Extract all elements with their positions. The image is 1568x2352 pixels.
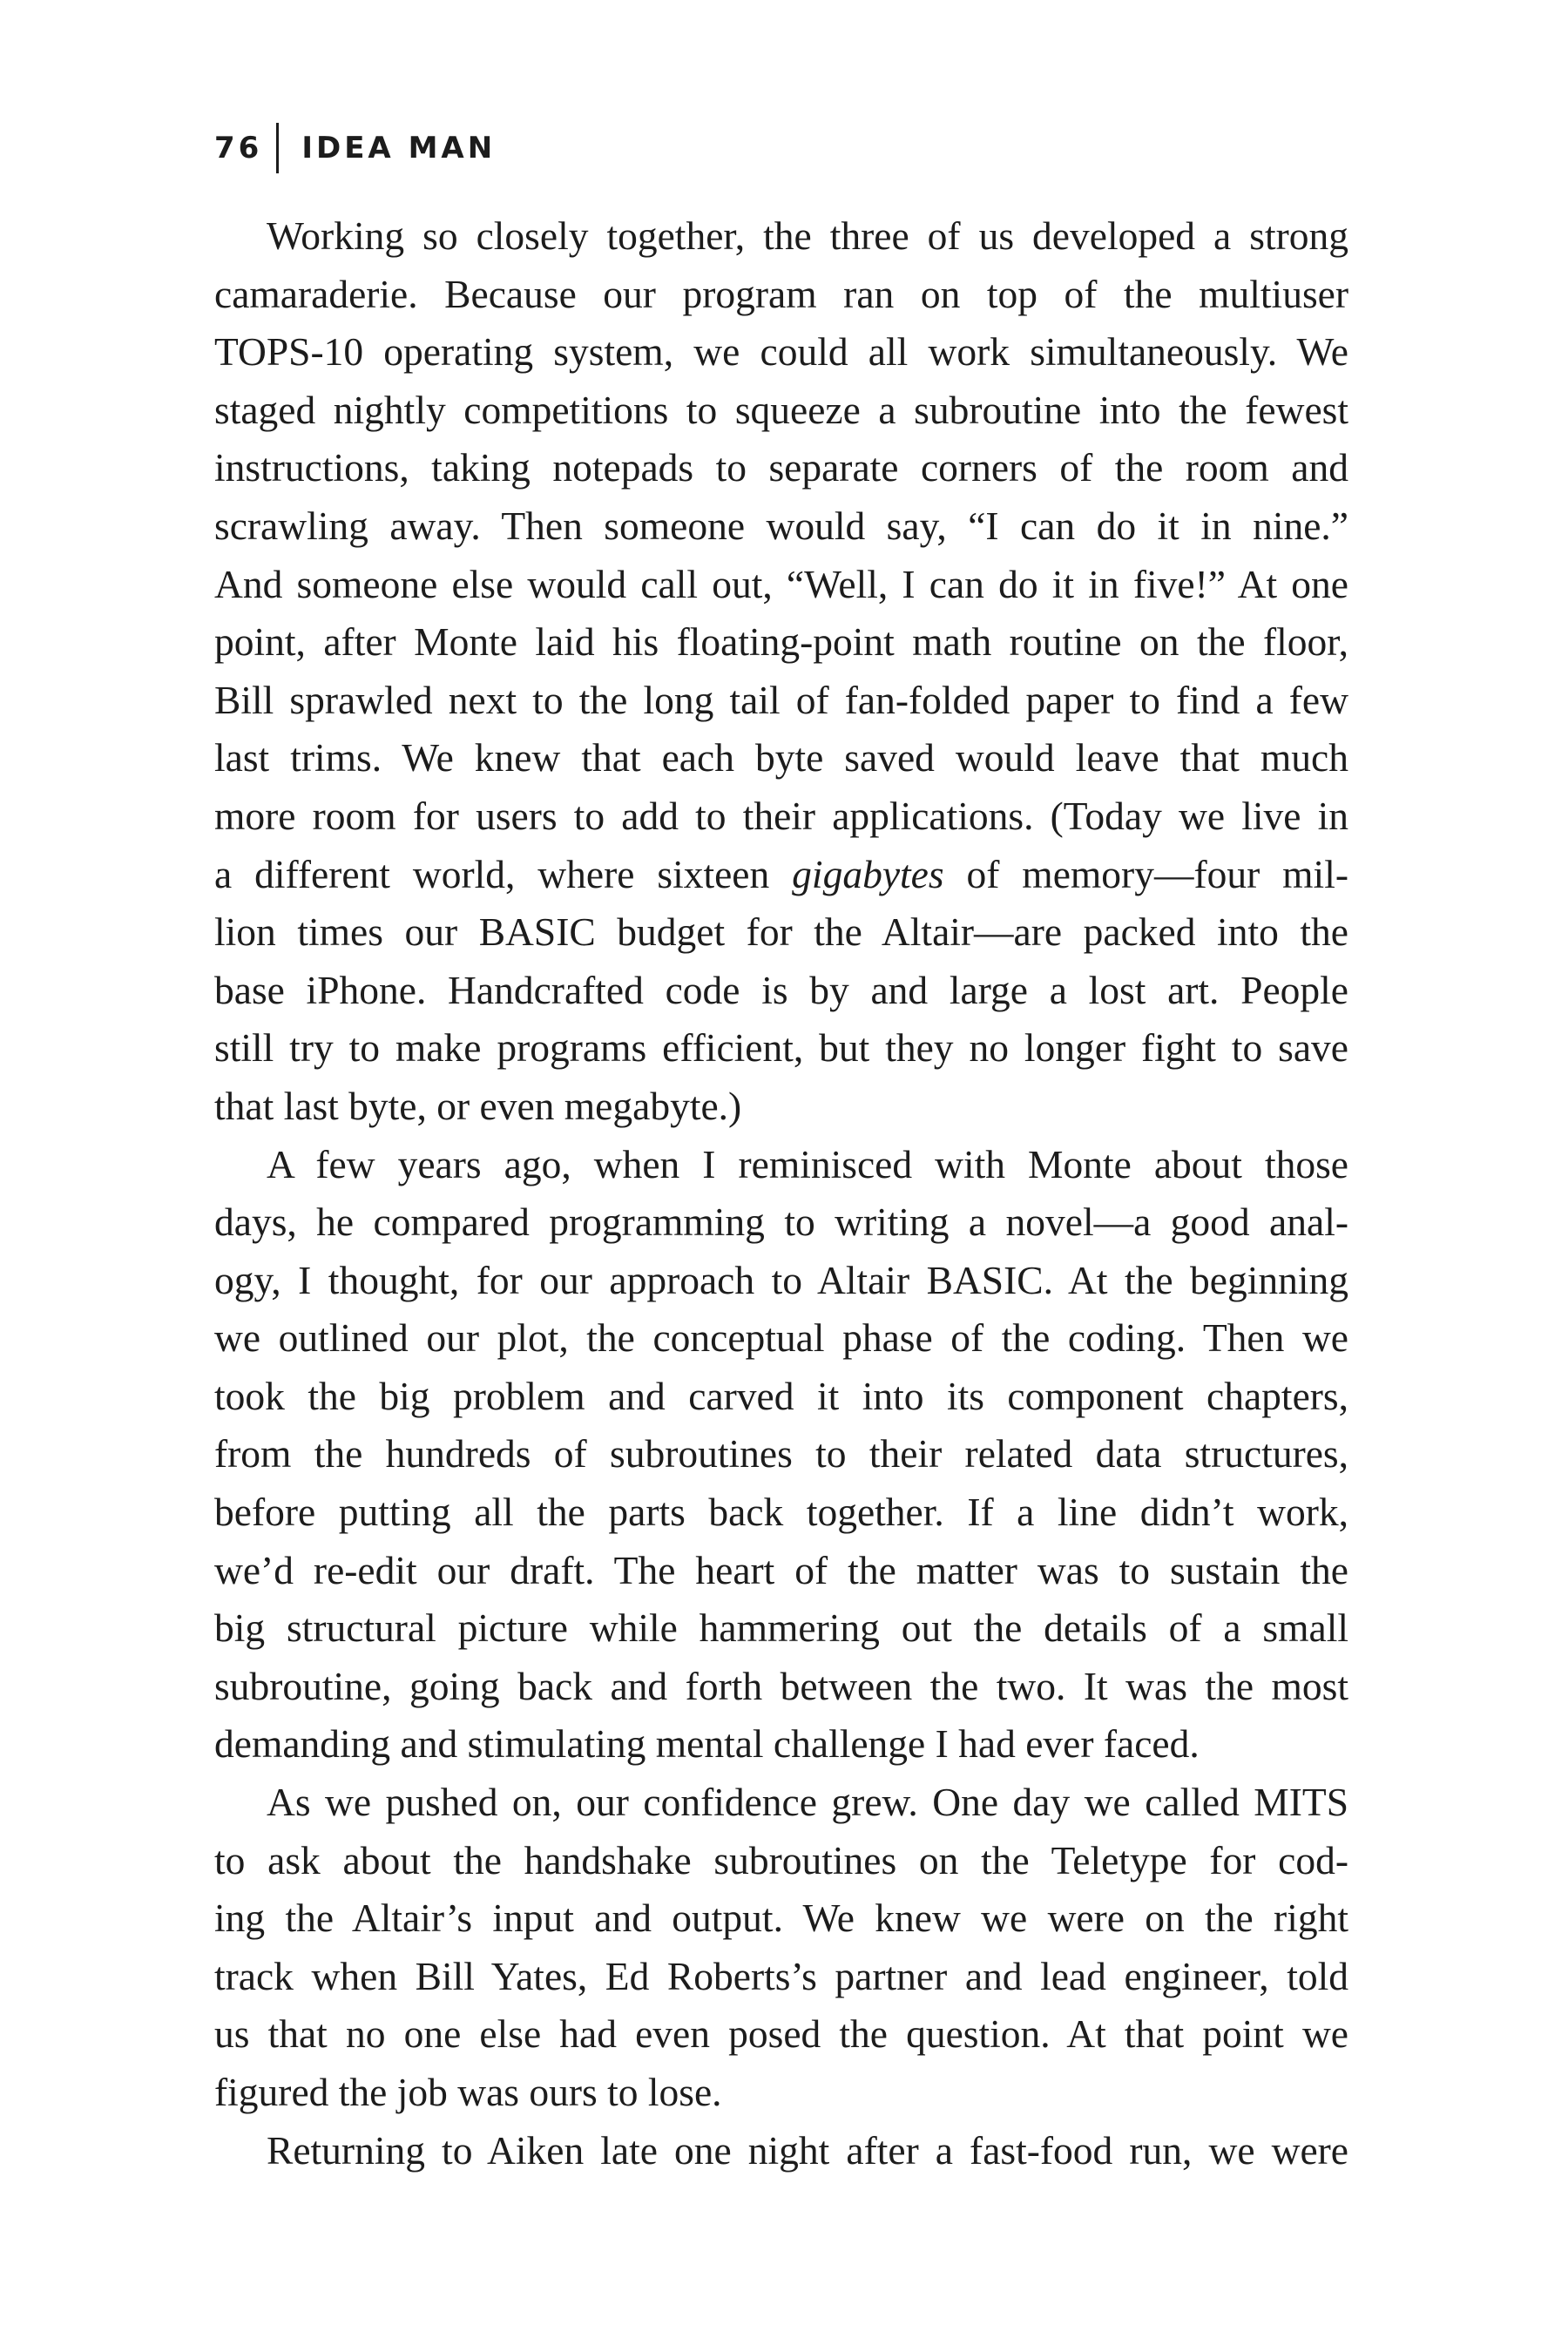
book-title: IDEA MAN (301, 131, 497, 166)
italic-term: gigabytes (792, 851, 944, 896)
text-line: scrawling away. Then someone would say, “I can do it in nine.” (214, 503, 1348, 548)
page-number: 76 (214, 131, 263, 166)
text-line: from the hundreds of subroutines to their related data structures, (214, 1431, 1348, 1477)
text-line: Returning to Aiken late one night after a fast-food run, we were (267, 2127, 1348, 2173)
text-segment: a different world, where sixteen (214, 851, 793, 896)
paragraph-1 (214, 207, 1348, 1136)
text-segment: of memory—four mil- (943, 851, 1348, 896)
text-line: Bill sprawled next to the long tail of fan-folded paper to find a few (214, 677, 1348, 722)
text-line: ogy, I thought, for our approach to Altair BASIC. At the beginning (214, 1257, 1348, 1302)
paragraph-2 (214, 1136, 1348, 1774)
text-line: point, after Monte laid his floating-point math routine on the floor, (214, 619, 1348, 665)
text-line: TOPS-10 operating system, we could all work simultaneously. We (214, 329, 1348, 375)
text-line: us that no one else had even posed the question. At that point we (214, 2011, 1348, 2057)
text-line: staged nightly competitions to squeeze a subroutine into the fewest (214, 387, 1348, 432)
text-line: ing the Altair’s input and output. We knew we were on the right (214, 1896, 1348, 1941)
text-line: Working so closely together, the three of us developed a strong (267, 213, 1348, 258)
text-line: last trims. We knew that each byte saved would leave that much (214, 735, 1348, 781)
text-line: took the big problem and carved it into its component chapters, (214, 1373, 1348, 1418)
text-line: demanding and stimulating mental challenge I had ever faced. (214, 1721, 1200, 1767)
text-line: more room for users to add to their applications. (Today we live in (214, 793, 1348, 838)
text-line: A few years ago, when I reminisced with Monte about those (267, 1141, 1348, 1186)
text-line: lion times our BASIC budget for the Altair—are packed into the (214, 909, 1348, 955)
text-line: subroutine, going back and forth between the two. It was the most (214, 1663, 1348, 1708)
text-line: still try to make programs efficient, but they no longer fight to save (214, 1025, 1348, 1071)
text-line: camaraderie. Because our program ran on top of the multiuser (214, 271, 1348, 316)
text-line: figured the job was ours to lose. (214, 2070, 722, 2114)
text-line: we’d re-edit our draft. The heart of the matter was to sustain the (214, 1547, 1348, 1592)
text-line: As we pushed on, our confidence grew. One day we called MITS (267, 1780, 1348, 1825)
paragraph-3 (214, 1774, 1348, 2122)
body-text (214, 207, 1348, 2180)
text-line: that last byte, or even megabyte.) (214, 1083, 742, 1128)
text-line: instructions, taking notepads to separate corners of the room and (214, 445, 1348, 490)
text-line: before putting all the parts back together. If a line didn’t work, (214, 1490, 1348, 1535)
paragraph-4 (214, 2122, 1348, 2180)
text-line: days, he compared programming to writing a novel—a good anal- (214, 1200, 1348, 1245)
text-line: track when Bill Yates, Ed Roberts’s partner and lead engineer, told (214, 1953, 1348, 1998)
text-line: big structural picture while hammering out the details of a small (214, 1605, 1348, 1651)
text-line-mixed (214, 846, 1348, 904)
text-line: to ask about the handshake subroutines on the Teletype for cod- (214, 1837, 1348, 1882)
text-line: And someone else would call out, “Well, I can do it in five!” At one (214, 561, 1348, 606)
running-head (214, 122, 496, 174)
text-line: we outlined our plot, the conceptual phase of the coding. Then we (214, 1315, 1348, 1361)
text-line: base iPhone. Handcrafted code is by and large a lost art. People (214, 967, 1348, 1012)
header-divider (276, 123, 279, 173)
